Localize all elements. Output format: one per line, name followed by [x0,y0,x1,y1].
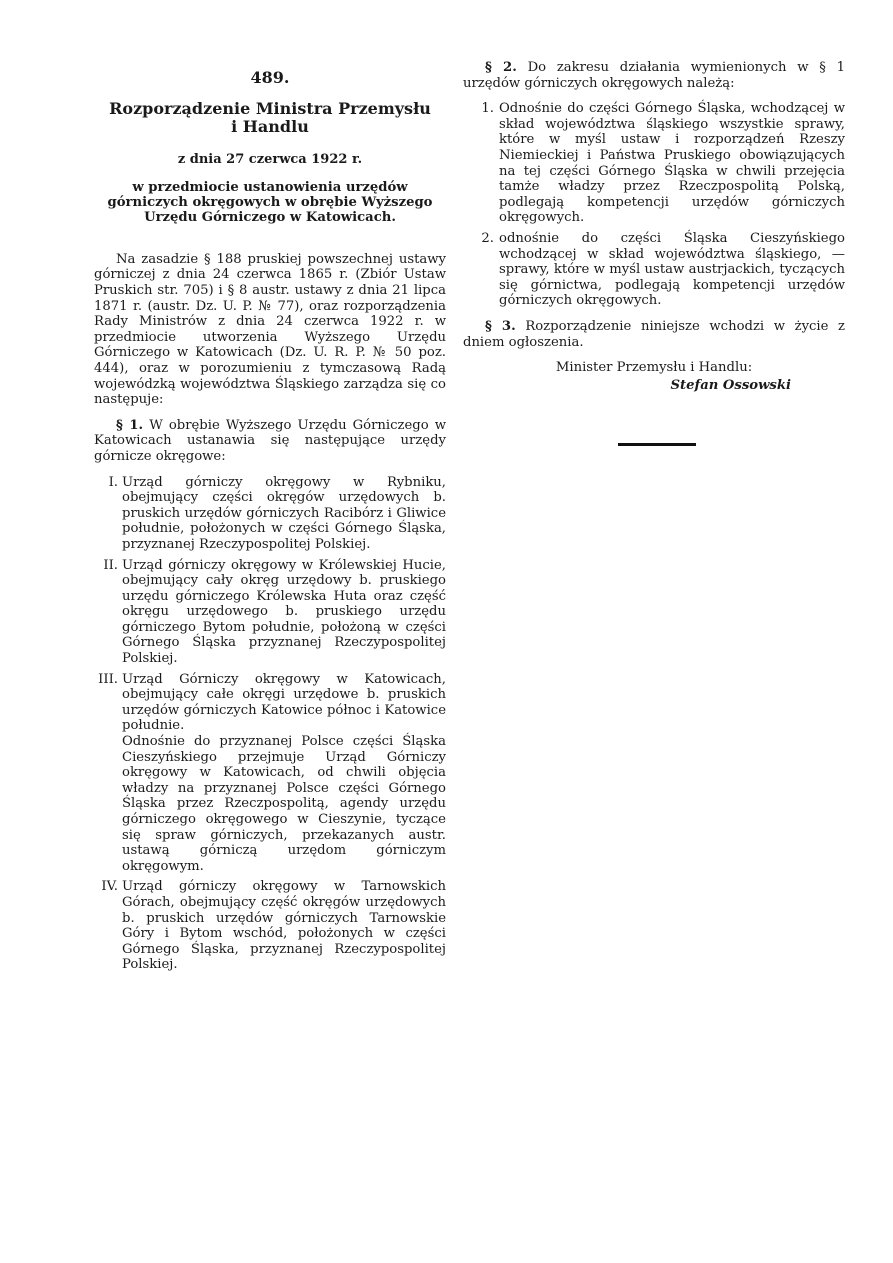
item-number: I. [108,474,118,490]
section-2-item [463,101,845,226]
section-1-item [94,672,446,875]
section-2-intro [463,60,845,91]
end-divider [618,443,696,446]
item-text: Urząd Górniczy okręgowy w Katowicach, obejmujący całe okręgi urzędowe b. pruskich urzędów górniczych Katowice północ i Katowice południe. [122,671,446,734]
signature-name: Stefan Ossowski [670,377,791,393]
item-number: III. [98,671,118,687]
section-1-item [94,879,446,973]
item-subtext: Odnośnie do przyznanej Polsce części Śląska Cieszyńskiego przejmuje Urząd Górniczy okręgowy w Katowicach, od chwili objęcia władzy na przyznanej Polsce części Górnego Śląska przez Rzeczpospolitą, agendy urzędu górniczego okręgowego w Cieszynie, tyczące się spraw górniczych, przekazanych austr. ustawą górniczą urzędom górniczym okręgowym. [122,734,446,874]
item-text: Odnośnie do części Górnego Śląska, wchodzącej w skład województwa śląskiego wszystkie sprawy, które w myśl ustaw i rozporządzeń Rzeszy Niemieckiej i Państwa Pruskiego obowiązujących na tej części Górnego Śląska w chwili przejęcia tamże władzy przez Rzeczpospolitą Polską, podlegają kompetencji urzędów górniczych okręgowych. [499,101,845,226]
section-3-label: § 3. [485,318,516,334]
section-2-label: § 2. [485,60,517,75]
section-1-intro [94,418,446,465]
item-text: Urząd górniczy okręgowy w Tarnowskich Górach, obejmujący część okręgów urzędowych b. pruskich urzędów górniczych Tarnowskie Góry i Bytom wschód, położonych w części Górnego Śląska, przyznanej Rzeczypospolitej Polskiej. [122,879,446,973]
document-subject: w przedmiocie ustanowienia urzędów górniczych okręgowych w obrębie Wyższego Urzędu Górniczego w Katowicach. [107,179,433,226]
section-1-text: W obrębie Wyższego Urzędu Górniczego w Katowicach ustanawia się następujące urzędy górnicze okręgowe: [94,417,446,464]
section-3 [463,319,845,350]
item-text: Urząd górniczy okręgowy w Królewskiej Hucie, obejmujący cały okręg urzędowy b. pruskiego urzędu górniczego Królewska Huta oraz część okręgu urzędowego b. pruskiego urzędu górniczego Bytom południe, położoną w części Górnego Śląska przyznanej Rzeczypospolitej Polskiej. [122,557,446,667]
section-1-label: § 1. [116,417,144,433]
preamble: Na zasadzie § 188 pruskiej powszechnej ustawy górniczej z dnia 24 czerwca 1865 r. (Zbiór Ustaw Pruskich str. 705) i § 8 austr. ustawy z dnia 21 lipca 1871 r. (austr. Dz. U. P. № 77), oraz rozporządzenia Rady Ministrów z dnia 24 czerwca 1922 r. w przedmiocie utworzenia Wyższego Urzędu Górniczego w Katowicach (Dz. U. R. P. № 50 poz. 444), oraz w porozumieniu z tymczasową Radą wojewódzką województwa Śląskiego zarządza się co następuje: [94,251,446,408]
document-title [94,100,446,136]
item-number: IV. [101,879,118,895]
item-text: Urząd górniczy okręgowy w Rybniku, obejmujący części okręgów urzędowych b. pruskich urzędów górniczych Racibórz i Gliwice południe, położonych w części Górnego Śląska, przyznanej Rzeczypospolitej Polskiej. [122,474,446,552]
signature-title: Minister Przemysłu i Handlu: [555,360,753,376]
item-number: 1. [481,101,494,117]
title-line-1: Rozporządzenie Ministra Przemysłu [109,99,431,118]
section-1-item [94,475,446,553]
title-line-2: i Handlu [231,117,309,136]
item-number: 2. [481,230,494,246]
item-text: odnośnie do części Śląska Cieszyńskiego wchodzącej w skład województwa śląskiego, — sprawy, które w myśl ustaw austrjackich, tyczących się górnictwa, podlegają kompetencji urzędów górniczych okręgowych. [499,230,845,309]
section-2-text: Do zakresu działania wymienionych w § 1 urzędów górniczych okręgowych należą: [463,60,845,91]
left-column [94,60,446,978]
section-1-item [94,558,446,667]
item-number: II. [103,557,118,573]
right-column [463,60,845,393]
item-body [122,672,446,875]
section-3-text: Rozporządzenie niniejsze wchodzi w życie z dniem ogłoszenia. [463,318,845,350]
document-number: 489. [250,68,290,87]
section-2-item [463,231,845,309]
document-date: z dnia 27 czerwca 1922 r. [177,152,363,167]
